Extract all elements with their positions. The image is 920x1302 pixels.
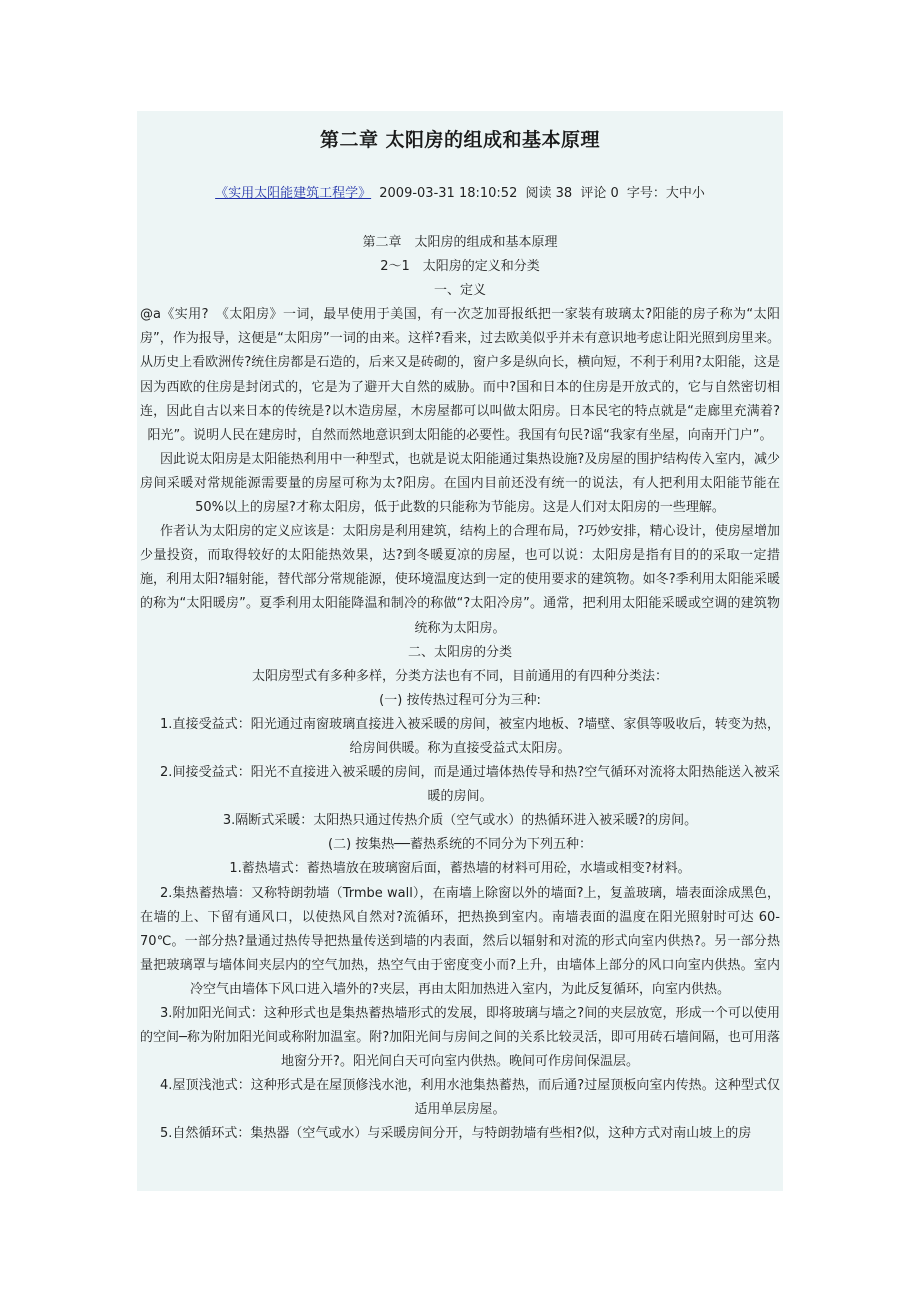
source-link[interactable]: 《实用太阳能建筑工程学》 (215, 186, 372, 201)
article-body (137, 231, 783, 1147)
list-item: 3.隔断式采暖：太阳热只通过传热介质（空气或水）的热循环进入被采暖?的房间。 (222, 813, 698, 829)
list-item: 2.集热蓄热墙：又称特朗勃墙（Trmbe wall），在南墙上除窗以外的墙面?上，复盖玻璃，墙表面涂成黑色，在墙的上、下留有通风口，以使热风自然对?流循环，把热换到室内。南墙表面的温度在阳光照射时可达 60-70℃。一部分热?量通过热传导把热量传送到墙的内表面，然后以辐射和对流的形式向室内供热?。另一部分热量把玻璃罩与墙体间夹层内的空气加热，热空气由于密度变小而?上升，由墙体上部分的风口向室内供热。室内冷空气由墙体下风口进入墙外的?夹层，再由太阳加热进入室内，为此反复循环，向室内供热。 (140, 885, 780, 997)
chapter-heading: 第二章 太阳房的组成和基本原理 (362, 235, 558, 250)
post-date: 2009-03-31 18:10:52 (379, 186, 518, 201)
paragraph: 因此说太阳房是太阳能热利用中一种型式，也就是说太阳能通过集热设施?及房屋的围护结构传入室内，减少房间采暖对常规能源需要量的房屋可称为太?阳房。在国内目前还没有统一的说法，有人把利用太阳能节能在 50%以上的房屋?才称太阳房，低于此数的只能称为节能房。这是人们对太阳房的一些理解。 (140, 451, 780, 516)
list-item: 4.屋顶浅池式：这种形式是在屋顶修浅水池，利用水池集热蓄热，而后通?过屋顶板向室内传热。这种型式仅适用单层房屋。 (160, 1078, 780, 1118)
paragraph: 太阳房型式有多种多样，分类方法也有不同，目前通用的有四种分类法： (251, 668, 668, 684)
paragraph: @a《实用? 《太阳房》一词，最早使用于美国，有一次芝加哥报纸把一家装有玻璃太?阳能的房子称为“太阳房”，作为报导，这便是“太阳房”一词的由来。这样?看来，过去欧美似乎并未有意识地考虑让阳光照到房里来。从历史上看欧洲传?统住房都是石造的，后来又是砖砌的，窗户多是纵向长，横向短，不利于利用?太阳能，这是因为西欧的住房是封闭式的，它是为了避开大自然的威胁。而中?国和日本的住房是开放式的，它与自然密切相连，因此自古以来日本的传统是?以木造房屋，木房屋都可以叫做太阳房。日本民宅的特点就是“走廊里充满着?阳光”。说明人民在建房时，自然而然地意识到太阳能的必要性。我国有句民?谣“我家有坐屋，向南开门户”。 (140, 307, 780, 443)
list-item: 5.自然循环式：集热器（空气或水）与采暖房间分开，与特朗勃墙有些相?似，这种方式对南山坡上的房 (160, 1126, 752, 1142)
read-count: 阅读 38 (525, 186, 573, 201)
page-title: 第二章 太阳房的组成和基本原理 (319, 129, 601, 151)
list-item: 3.附加阳光间式：这种形式也是集热蓄热墙形式的发展，即将玻璃与墙之?间的夹层放宽，形成一个可以使用的空间─称为附加阳光间或称附加温室。附?加阳光间与房间之间的关系比较灵活，即可用砖石墙间隔，也可用落地窗分开?。阳光间白天可向室内供热。晚间可作房间保温层。 (140, 1006, 780, 1070)
article-meta (137, 184, 783, 204)
comment-count: 评论 0 (580, 186, 619, 201)
subheading-classification: 二、太阳房的分类 (407, 644, 512, 660)
list-heading: (二) 按集热──蓄热系统的不同分为下列五种： (328, 837, 592, 853)
list-item: 1.蓄热墙式：蓄热墙放在玻璃窗后面，蓄热墙的材料可用砼，水墙或相变?材料。 (229, 861, 691, 877)
list-item: 1.直接受益式：阳光通过南窗玻璃直接进入被采暖的房间，被室内地板、?墙壁、家俱等吸收后，转变为热，给房间供暖。称为直接受益式太阳房。 (160, 716, 780, 756)
section-heading: 2～1 太阳房的定义和分类 (380, 259, 540, 275)
list-heading: (一) 按传热过程可分为三种: (379, 692, 541, 708)
paragraph: 作者认为太阳房的定义应该是：太阳房是利用建筑，结构上的合理布局，?巧妙安排，精心设计，使房屋增加少量投资，而取得较好的太阳能热效果，达?到冬暖夏凉的房屋，也可以说：太阳房是指有目的的采取一定措施，利用太阳?辐射能，替代部分常规能源，使环境温度达到一定的使用要求的建筑物。如冬?季利用太阳能采暖的称为“太阳暖房”。夏季利用太阳能降温和制冷的称做“?太阳冷房”。通常，把利用太阳能采暖或空调的建筑物统称为太阳房。 (140, 524, 780, 636)
document-page (137, 111, 783, 1191)
list-item: 2.间接受益式：阳光不直接进入被采暖的房间，而是通过墙体热传导和热?空气循环对流将太阳热能送入被采暖的房间。 (160, 765, 780, 805)
subheading-definition: 一、定义 (433, 283, 486, 299)
font-size-control[interactable]: 字号：大中小 (626, 186, 705, 201)
